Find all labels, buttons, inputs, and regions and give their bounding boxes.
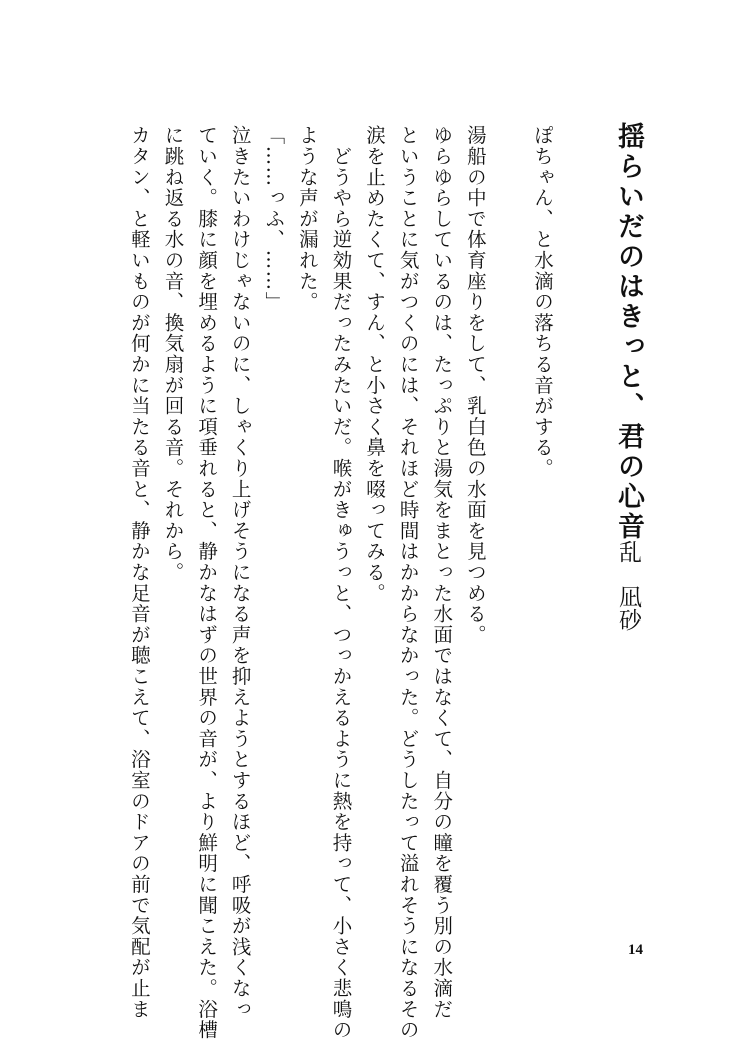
story-title: 揺らいだのはきっと、君の心音: [613, 122, 644, 542]
author-last-name: 凪砂: [615, 585, 641, 631]
text-line: ゆらゆらしているのは、たっぷりと湯気をまとった水面ではなくて、自分の瞳を覆う別の水滴だ: [430, 125, 454, 1020]
text-line: 湯船の中で体育座りをして、乳白色の水面を見つめる。: [463, 125, 487, 645]
text-line: ていく。膝に顔を埋めるように項垂れると、静かなはずの世界の音が、より鮮明に聞こえた。浴槽: [195, 125, 219, 1040]
text-line: ような声が漏れた。: [295, 125, 319, 313]
text-line: 涙を止めたくて、すん、と小さく鼻を啜ってみる。: [363, 125, 387, 604]
text-line: どうやら逆効果だったみたいだ。喉がきゅうっと、つっかえるように熱を持って、小さく悲鳴の: [329, 125, 353, 1040]
author-first-name: 乱: [615, 540, 641, 563]
blank-line: [492, 125, 526, 925]
text-line: に跳ね返る水の音、換気扇が回る音。それから。: [161, 125, 185, 583]
text-line: カタン、と軽いものが何かに当たる音と、静かな足音が聴こえて、浴室のドアの前で気配が止ま: [127, 125, 151, 1020]
page-number: 14: [628, 942, 643, 958]
text-line: ということに気がつくのには、それほど時間はかからなかった。どうしたって溢れそうになるその: [396, 125, 420, 1040]
author-name: [608, 540, 648, 631]
text-line: 泣きたいわけじゃないのに、しゃくり上げそうになる声を抑えようとするほど、呼吸が浅くなっ: [228, 125, 252, 1020]
text-line: 「……っふ、……」: [262, 125, 286, 313]
body-text: [122, 125, 559, 1040]
text-line: ぽちゃん、と水滴の落ちる音がする。: [531, 125, 554, 479]
